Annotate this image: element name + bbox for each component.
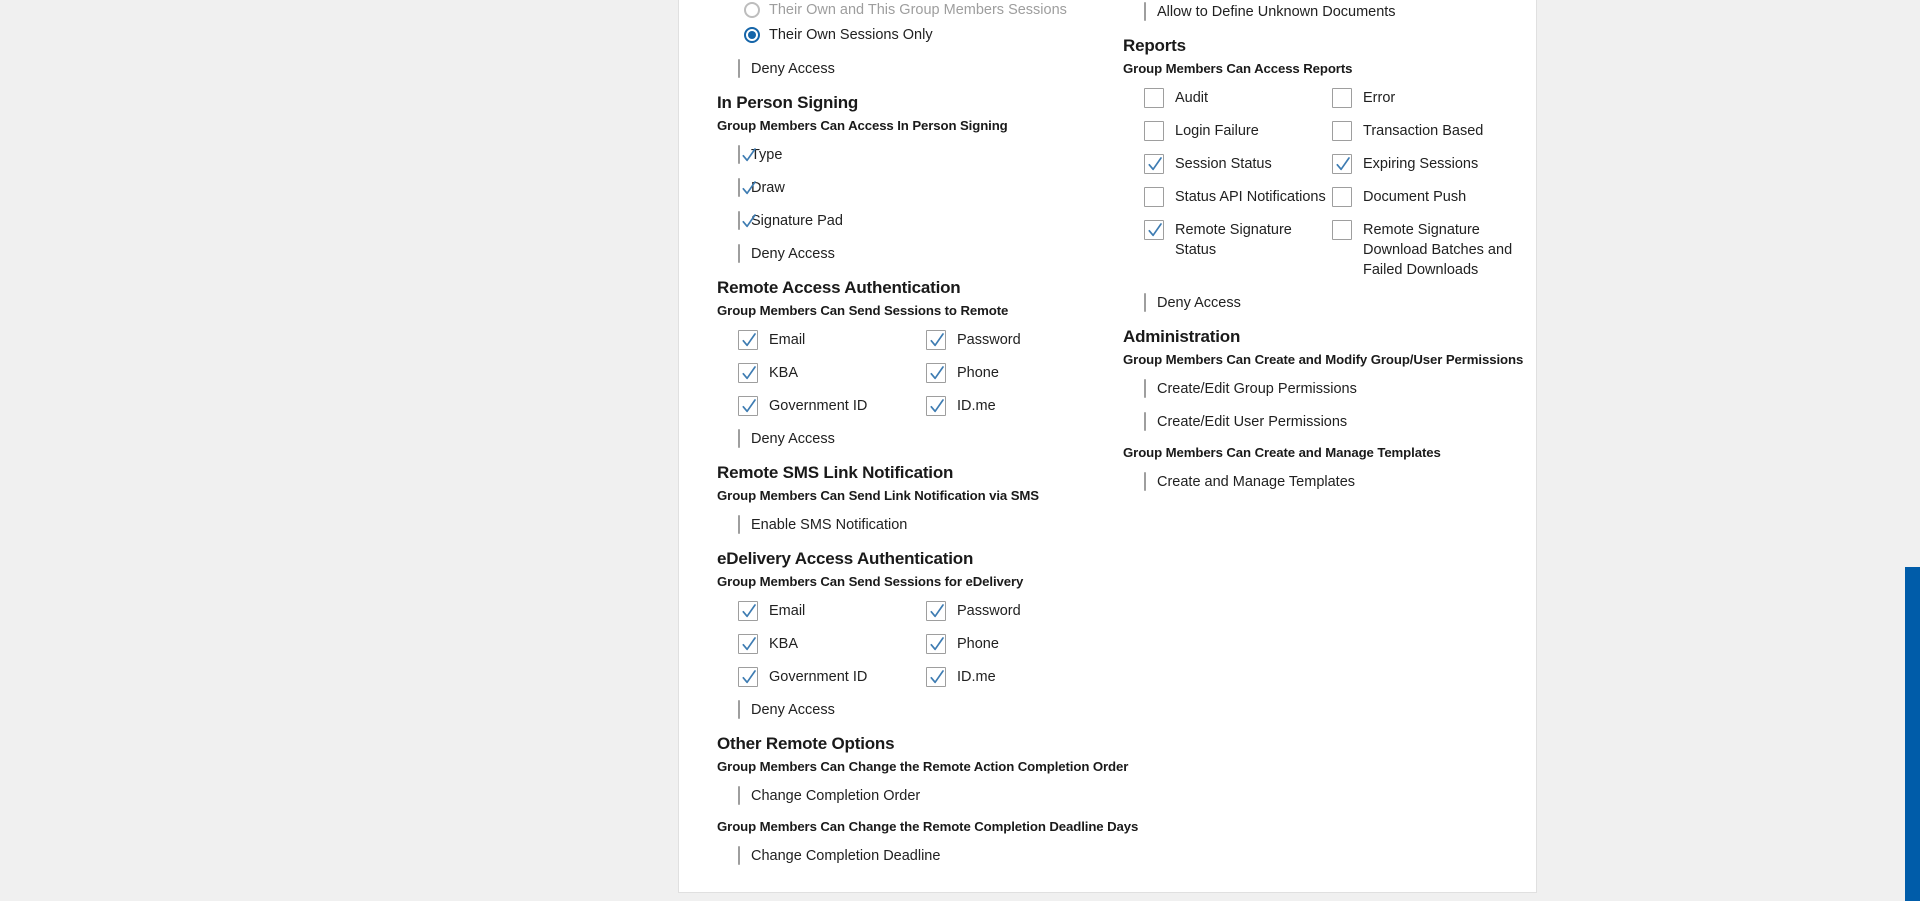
checkbox-label: ID.me xyxy=(957,398,996,414)
section-subheading: Group Members Can Send Link Notification via SMS xyxy=(717,488,1040,503)
checkbox-enable-sms-notification[interactable] xyxy=(738,515,740,534)
checkbox-label: Government ID xyxy=(769,398,868,414)
checkbox-deny-access[interactable] xyxy=(1144,293,1146,312)
checkbox-label: Allow to Define Unknown Documents xyxy=(1157,4,1396,20)
section-heading-other-remote-options: Other Remote Options xyxy=(717,734,895,753)
checkbox-pair-row xyxy=(717,330,1099,350)
section-subheading: Group Members Can Change the Remote Completion Deadline Days xyxy=(717,819,1139,834)
checkbox-kba[interactable] xyxy=(738,363,758,383)
checkbox-label: Deny Access xyxy=(1157,295,1241,311)
section-heading-administration: Administration xyxy=(1123,327,1241,346)
checkbox-label: Deny Access xyxy=(751,61,835,77)
checkbox-label: Transaction Based xyxy=(1363,123,1484,139)
section-subheading: Group Members Can Access Reports xyxy=(1123,61,1353,76)
checkbox-label: Deny Access xyxy=(751,246,835,262)
checkbox-pair-row xyxy=(1123,88,1525,108)
checkbox-pair-row xyxy=(717,363,1099,383)
check-icon xyxy=(1145,154,1165,174)
checkbox-label: ID.me xyxy=(957,669,996,685)
check-icon xyxy=(927,634,947,654)
checkbox-label: Deny Access xyxy=(751,702,835,718)
checkbox-row xyxy=(717,211,1099,231)
checkbox-government-id[interactable] xyxy=(738,667,758,687)
checkbox-row xyxy=(1123,2,1525,22)
checkbox-phone[interactable] xyxy=(926,363,946,383)
checkbox-pair-row xyxy=(717,601,1099,621)
permissions-panel xyxy=(678,0,1537,893)
radio-row xyxy=(717,27,1099,43)
checkbox-pair-row xyxy=(1123,187,1525,207)
checkbox-row xyxy=(717,244,1099,264)
check-icon xyxy=(1333,154,1353,174)
checkbox-signature-pad[interactable] xyxy=(738,211,740,230)
check-icon xyxy=(927,363,947,383)
checkbox-row xyxy=(1123,293,1525,313)
checkbox-remote-signature-status[interactable] xyxy=(1144,220,1164,240)
checkbox-row xyxy=(717,786,1099,806)
checkbox-password[interactable] xyxy=(926,330,946,350)
checkbox-create-edit-group-permissions[interactable] xyxy=(1144,379,1146,398)
checkbox-change-completion-deadline[interactable] xyxy=(738,846,740,865)
section-heading-reports: Reports xyxy=(1123,36,1186,55)
checkbox-label: Enable SMS Notification xyxy=(751,517,908,533)
scrollbar-thumb[interactable] xyxy=(1905,567,1920,901)
checkbox-email[interactable] xyxy=(738,330,758,350)
checkbox-label: Create/Edit Group Permissions xyxy=(1157,381,1357,397)
checkbox-label: Status API Notifications xyxy=(1175,189,1326,205)
checkbox-label: Draw xyxy=(751,180,785,196)
checkbox-row xyxy=(1123,379,1525,399)
checkbox-label: Change Completion Order xyxy=(751,788,921,804)
section-heading-remote-access-authentication: Remote Access Authentication xyxy=(717,278,961,297)
check-icon xyxy=(927,601,947,621)
check-icon xyxy=(739,330,759,350)
section-subheading: Group Members Can Send Sessions for eDelivery xyxy=(717,574,1024,589)
radio-their-own-and-this-group-members-sessions xyxy=(744,2,760,18)
checkbox-change-completion-order[interactable] xyxy=(738,786,740,805)
checkbox-label: Deny Access xyxy=(751,431,835,447)
checkbox-allow-to-define-unknown-documents[interactable] xyxy=(1144,2,1146,21)
checkbox-label: Error xyxy=(1363,90,1396,106)
check-icon xyxy=(927,396,947,416)
section-heading-edelivery-access-authentication: eDelivery Access Authentication xyxy=(717,549,974,568)
checkbox-label: Type xyxy=(751,147,783,163)
checkbox-label: Session Status xyxy=(1175,156,1272,172)
checkbox-pair-row xyxy=(1123,154,1525,174)
checkbox-kba[interactable] xyxy=(738,634,758,654)
radio-row xyxy=(717,2,1099,18)
permissions-column-right xyxy=(1123,0,1525,505)
checkbox-pair-row xyxy=(1123,121,1525,141)
checkbox-create-edit-user-permissions[interactable] xyxy=(1144,412,1146,431)
checkbox-label: Phone xyxy=(957,365,999,381)
check-icon xyxy=(739,178,759,198)
check-icon xyxy=(739,667,759,687)
checkbox-row xyxy=(1123,472,1525,492)
check-icon xyxy=(739,145,759,165)
radio-label: Their Own Sessions Only xyxy=(769,27,933,43)
checkbox-label: Signature Pad xyxy=(751,213,843,229)
checkbox-pair-row xyxy=(717,667,1099,687)
radio-label: Their Own and This Group Members Sessions xyxy=(769,2,1067,18)
checkbox-document-push[interactable] xyxy=(1332,187,1352,207)
checkbox-login-failure[interactable] xyxy=(1144,121,1164,141)
checkbox-deny-access[interactable] xyxy=(738,700,740,719)
section-subheading: Group Members Can Send Sessions to Remote xyxy=(717,303,1009,318)
checkbox-pair-row xyxy=(717,396,1099,416)
checkbox-label: KBA xyxy=(769,636,799,652)
checkbox-row xyxy=(717,700,1099,720)
checkbox-label: Change Completion Deadline xyxy=(751,848,941,864)
section-heading-in-person-signing: In Person Signing xyxy=(717,93,859,112)
check-icon xyxy=(927,667,947,687)
checkbox-deny-access[interactable] xyxy=(738,429,740,448)
section-subheading: Group Members Can Change the Remote Action Completion Order xyxy=(717,759,1129,774)
check-icon xyxy=(739,601,759,621)
check-icon xyxy=(739,396,759,416)
checkbox-label: Password xyxy=(957,603,1021,619)
checkbox-label: Audit xyxy=(1175,90,1209,106)
section-subheading: Group Members Can Create and Modify Group/User Permissions xyxy=(1123,352,1524,367)
checkbox-session-status[interactable] xyxy=(1144,154,1164,174)
checkbox-label: Remote Signature Download Batches and Failed Downloads xyxy=(1363,222,1513,278)
checkbox-id-me[interactable] xyxy=(926,396,946,416)
checkbox-password[interactable] xyxy=(926,601,946,621)
section-subheading: Group Members Can Access In Person Signing xyxy=(717,118,1008,133)
checkbox-transaction-based[interactable] xyxy=(1332,121,1352,141)
checkbox-label: Government ID xyxy=(769,669,868,685)
checkbox-error[interactable] xyxy=(1332,88,1352,108)
checkbox-label: Expiring Sessions xyxy=(1363,156,1479,172)
checkbox-draw[interactable] xyxy=(738,178,740,197)
section-heading-remote-sms-link-notification: Remote SMS Link Notification xyxy=(717,463,954,482)
checkbox-type[interactable] xyxy=(738,145,740,164)
check-icon xyxy=(1145,220,1165,240)
checkbox-row xyxy=(717,145,1099,165)
checkbox-pair-row xyxy=(1123,220,1525,280)
checkbox-deny-access[interactable] xyxy=(738,244,740,263)
checkbox-status-api-notifications[interactable] xyxy=(1144,187,1164,207)
check-icon xyxy=(739,211,759,231)
checkbox-label: Login Failure xyxy=(1175,123,1259,139)
checkbox-label: Document Push xyxy=(1363,189,1467,205)
checkbox-row xyxy=(717,429,1099,449)
checkbox-pair-row xyxy=(717,634,1099,654)
checkbox-label: KBA xyxy=(769,365,799,381)
checkbox-row xyxy=(717,178,1099,198)
check-icon xyxy=(739,634,759,654)
checkbox-expiring-sessions[interactable] xyxy=(1332,154,1352,174)
checkbox-deny-access[interactable] xyxy=(738,59,740,78)
checkbox-row xyxy=(717,846,1099,866)
checkbox-row xyxy=(717,515,1099,535)
checkbox-label: Password xyxy=(957,332,1021,348)
checkbox-create-and-manage-templates[interactable] xyxy=(1144,472,1146,491)
checkbox-government-id[interactable] xyxy=(738,396,758,416)
radio-their-own-sessions-only[interactable] xyxy=(744,27,760,43)
checkbox-email[interactable] xyxy=(738,601,758,621)
permissions-column-left xyxy=(717,0,1139,879)
checkbox-label: Phone xyxy=(957,636,999,652)
checkbox-label: Remote Signature Status xyxy=(1175,222,1292,258)
checkbox-audit[interactable] xyxy=(1144,88,1164,108)
checkbox-row xyxy=(1123,412,1525,432)
checkbox-remote-signature-download-batches-and-failed-downloads[interactable] xyxy=(1332,220,1352,240)
check-icon xyxy=(927,330,947,350)
checkbox-label: Email xyxy=(769,332,806,348)
checkbox-id-me[interactable] xyxy=(926,667,946,687)
check-icon xyxy=(739,363,759,383)
checkbox-label: Create and Manage Templates xyxy=(1157,474,1356,490)
checkbox-label: Create/Edit User Permissions xyxy=(1157,414,1348,430)
checkbox-phone[interactable] xyxy=(926,634,946,654)
checkbox-label: Email xyxy=(769,603,806,619)
section-subheading: Group Members Can Create and Manage Templates xyxy=(1123,445,1441,460)
checkbox-row xyxy=(717,59,1099,79)
